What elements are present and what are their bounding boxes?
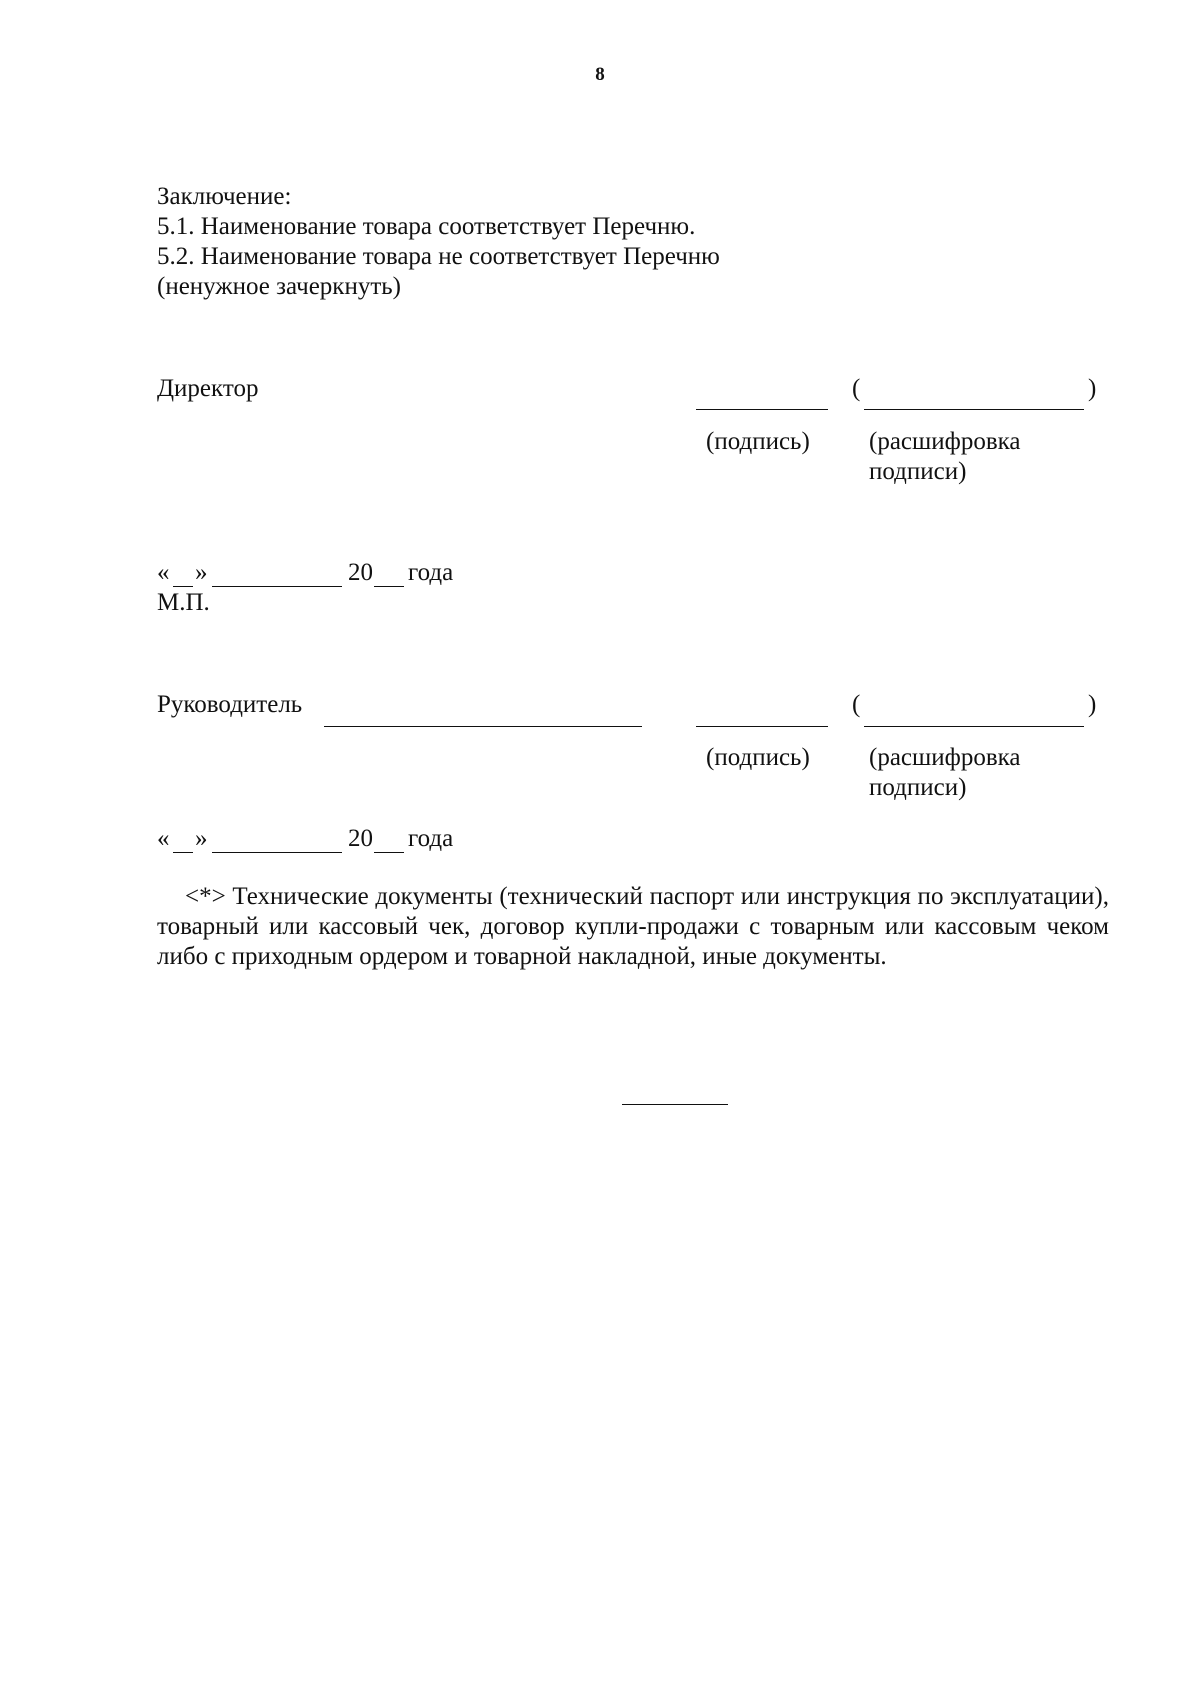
date1-year-suffix: года: [408, 559, 454, 586]
footnote-text: Технические документы (технический паспорт или инструкция по эксплуатации), товарный или кассовый чек, договор купли-продажи с товарным или кассовым чеком либо с приходным ордером и товарной накладной, иные документы.: [157, 883, 1109, 970]
head-decoding-caption-1: (расшифровка: [869, 744, 1021, 771]
head-signature-caption: (подпись): [706, 744, 810, 771]
date1-year-prefix: 20: [348, 559, 373, 586]
date1-year-blank[interactable]: [374, 586, 404, 587]
conclusion-heading: Заключение:: [157, 183, 292, 210]
head-paren-close: ): [1088, 691, 1097, 718]
page-number: 8: [595, 64, 605, 85]
footnote: [157, 882, 1109, 972]
director-decoding-line[interactable]: [864, 409, 1084, 410]
head-paren-open: (: [852, 691, 861, 718]
date2-quote-close: »: [195, 825, 208, 852]
date2-day-blank[interactable]: [173, 852, 193, 853]
director-signature-line[interactable]: [696, 409, 828, 410]
date1-quote-close: »: [195, 559, 208, 586]
footnote-marker: <*>: [185, 883, 226, 910]
date1-month-blank[interactable]: [212, 586, 342, 587]
end-separator-line: [622, 1104, 728, 1105]
stamp-label: М.П.: [157, 589, 210, 616]
date2-month-blank[interactable]: [212, 852, 342, 853]
date2-year-prefix: 20: [348, 825, 373, 852]
director-decoding-caption-1: (расшифровка: [869, 428, 1021, 455]
director-decoding-caption-2: подписи): [869, 458, 967, 485]
head-position-line[interactable]: [324, 726, 642, 727]
head-label: Руководитель: [157, 691, 303, 718]
head-decoding-caption-2: подписи): [869, 774, 967, 801]
director-signature-caption: (подпись): [706, 428, 810, 455]
date1-day-blank[interactable]: [173, 586, 193, 587]
conclusion-item-2: 5.2. Наименование товара не соответствует Перечню: [157, 243, 720, 270]
date2-quote-open: «: [157, 825, 170, 852]
head-decoding-line[interactable]: [864, 726, 1084, 727]
conclusion-item-1: 5.1. Наименование товара соответствует Перечню.: [157, 213, 696, 240]
conclusion-note: (ненужное зачеркнуть): [157, 273, 401, 300]
director-paren-open: (: [852, 375, 861, 402]
date2-year-suffix: года: [408, 825, 454, 852]
date2-year-blank[interactable]: [374, 852, 404, 853]
director-paren-close: ): [1088, 375, 1097, 402]
director-label: Директор: [157, 375, 259, 402]
date1-quote-open: «: [157, 559, 170, 586]
head-signature-line[interactable]: [696, 726, 828, 727]
